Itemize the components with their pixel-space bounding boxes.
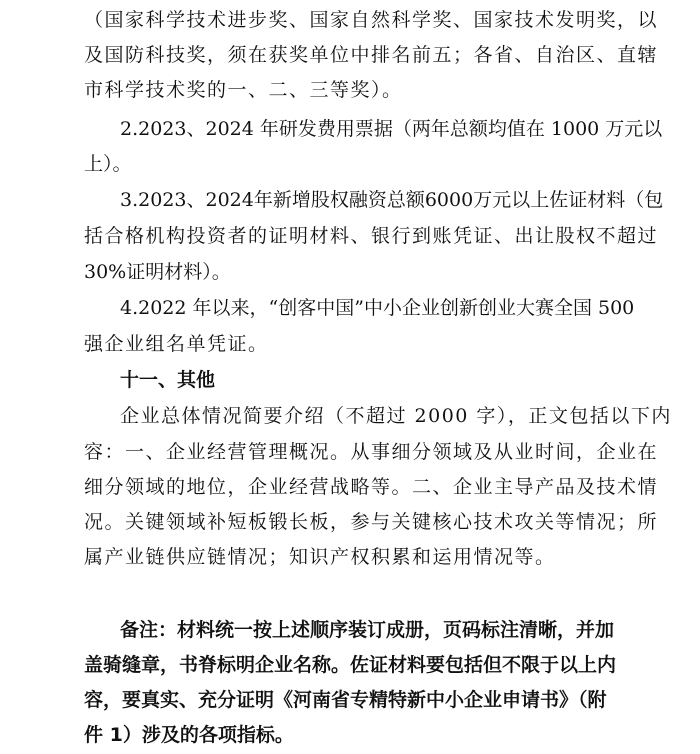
section-body-line-3: 细分领域的地位，企业经营战略等。二、企业主导产品及技术情 — [84, 476, 659, 498]
item-3-line-1: 3.2023、2024年新增股权融资总额6000万元以上佐证材料（包 — [120, 189, 664, 211]
item-2-line-2: 上）。 — [84, 153, 132, 175]
item-4-line-2: 强企业组名单凭证。 — [84, 333, 269, 355]
item-3-line-2: 括合格机构投资者的证明材料、银行到账凭证、出让股权不超过 — [84, 225, 659, 247]
note-line-3: 容，要真实、充分证明《河南省专精特新中小企业申请书》（附 — [84, 689, 607, 711]
section-body-line-5: 属产业链供应链情况；知识产权积累和运用情况等。 — [84, 546, 556, 568]
award-list-line-1: （国家科学技术进步奖、国家自然科学奖、国家技术发明奖，以 — [84, 9, 659, 31]
section-heading: 十一、其他 — [120, 369, 216, 391]
section-body-line-4: 况。关键领域补短板锻长板，参与关键核心技术攻关等情况；所 — [84, 511, 659, 533]
note-line-1: 备注：材料统一按上述顺序装订成册，页码标注清晰，并加 — [120, 619, 615, 641]
award-list-line-3: 市科学技术奖的一、二、三等奖）。 — [84, 79, 403, 101]
item-3-line-3: 30%证明材料）。 — [84, 261, 231, 283]
note-line-4: 件 1）涉及的各项指标。 — [84, 724, 294, 746]
item-4-line-1: 4.2022 年以来，“创客中国”中小企业创新创业大赛全国 500 — [120, 297, 635, 319]
section-body-line-2: 容：一、企业经营管理概况。从事细分领域及从业时间，企业在 — [84, 441, 659, 463]
note-line-2: 盖骑缝章，书脊标明企业名称。佐证材料要包括但不限于以上内 — [84, 654, 617, 676]
section-body-line-1: 企业总体情况简要介绍（不超过 2000 字），正文包括以下内 — [120, 405, 672, 427]
item-2-line-1: 2.2023、2024 年研发费用票据（两年总额均值在 1000 万元以 — [120, 118, 663, 140]
award-list-line-2: 及国防科技奖，须在获奖单位中排名前五；各省、自治区、直辖 — [84, 44, 659, 66]
